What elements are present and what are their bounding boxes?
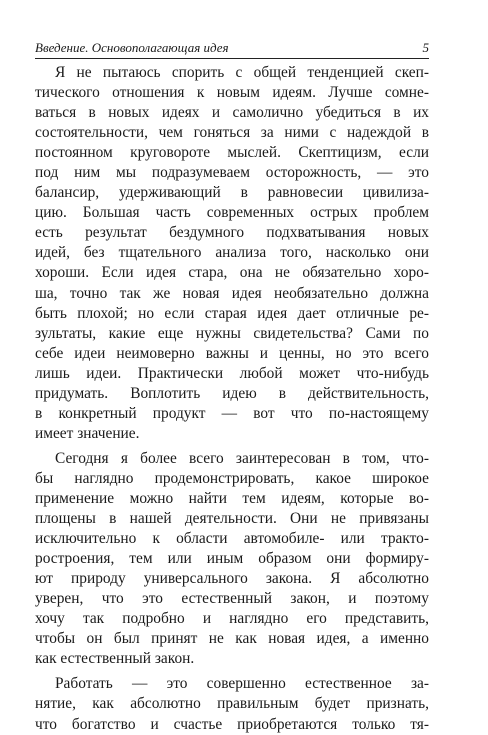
paragraph-3 (35, 674, 429, 734)
text-line: постоянном круговороте мыслей. Скептицизм, если (35, 144, 429, 162)
text-line: ваться в новых идеях и самолично убедиться в их (35, 104, 429, 122)
text-line: быть плохой; но если старая идея дает отличные ре- (35, 304, 429, 322)
text-line: Сегодня я более всего заинтересован в том, что- (55, 449, 429, 467)
text-line: площены в нашей деятельности. Они не привязаны (35, 510, 429, 528)
text-line: уверен, что это естественный закон, и поэтому (35, 590, 429, 608)
body-text (35, 63, 429, 735)
text-line: есть результат бездумного подхватывания новых (35, 224, 429, 242)
paragraph-2 (35, 449, 429, 670)
text-line: хороши. Если идея стара, она не обязательно хоро- (35, 264, 429, 282)
text-line: как естественный закон. (35, 650, 195, 668)
text-line: балансир, удерживающий в равновесии цивилиза- (35, 184, 429, 202)
text-line: применение можно найти тем идеям, которые во- (35, 489, 429, 507)
running-header-title: Введение. Основополагающая идея (35, 40, 229, 55)
text-line: Я не пытаюсь спорить с общей тенденцией скеп- (55, 64, 429, 81)
text-line: ростроения, тем или иным образом они формиру- (35, 550, 429, 568)
page-number: 5 (422, 40, 429, 55)
text-line: ют природу универсального закона. Я абсолютно (35, 570, 429, 588)
paragraph-1 (35, 63, 429, 444)
text-line: придумать. Воплотить идею в действительность, (35, 384, 429, 402)
text-line: исключительно к области автомобиле- или тракто- (35, 530, 429, 548)
text-line: хочу так подробно и наглядно его представить, (35, 610, 429, 628)
text-line: нятие, как абсолютно правильным будет признать, (35, 695, 429, 713)
text-line: бы наглядно продемонстрировать, какое широкое (35, 469, 429, 487)
text-line: тического отношения к новым идеям. Лучше сомне- (35, 84, 429, 102)
text-line: ша, точно так же новая идея необязательно должна (35, 284, 429, 302)
text-line: под ним мы подразумеваем осторожность, — это (35, 164, 429, 182)
text-line: идей, без тщательного анализа того, насколько они (35, 244, 429, 262)
text-line: состоятельности, чем гоняться за ними с надеждой в (35, 124, 429, 142)
text-line: лишь идеи. Практически любой может что-нибудь (35, 364, 429, 382)
text-line: Работать — это совершенно естественное за- (55, 675, 429, 693)
text-line: себе идеи неимоверно важны и ценны, но это всего (35, 344, 429, 362)
text-line: чтобы он был принят не как новая идея, а именно (35, 630, 429, 648)
text-line: цию. Большая часть современных острых проблем (35, 204, 429, 222)
running-header (35, 40, 429, 59)
book-page (35, 40, 429, 735)
text-line: зультаты, какие еще нужны свидетельства? Сами по (35, 324, 429, 342)
text-line: имеет значение. (35, 424, 140, 442)
text-line: что богатство и счастье приобретаются только тя- (35, 715, 429, 733)
text-line: в конкретный продукт — вот что по-настоящему (35, 404, 429, 422)
